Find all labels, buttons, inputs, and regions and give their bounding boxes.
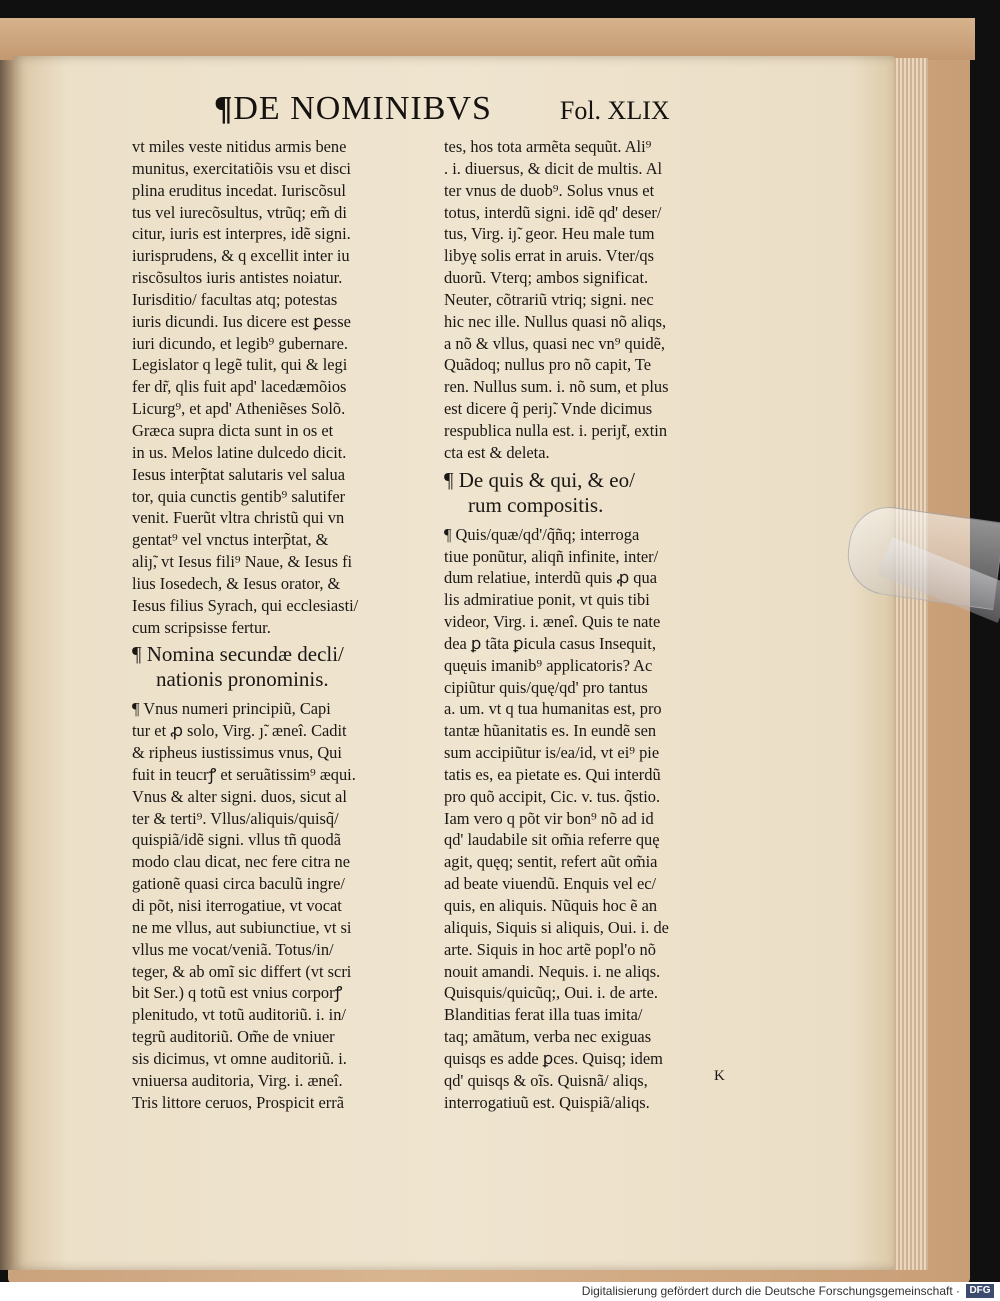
text-line: arte. Siquis in hoc artẽ popl'o nõ [444, 939, 656, 959]
text-line: di põt, nisi iterrogatiue, vt vocat [132, 896, 342, 915]
text-line: teger, & ab omĩ sic differt (vt scri [132, 961, 352, 981]
text-line: totus, interdũ signi. idẽ qd' deser/ [444, 202, 662, 222]
text-line: dum relatiue, interdũ quis ꝓ qua [444, 568, 657, 588]
right-column [444, 136, 750, 1113]
text-line: tus, Virg. iȷ̃. geor. Heu male tum [444, 224, 655, 244]
text-line: ¶ Quis/quæ/qd'/q̃ñq; interroga [444, 524, 640, 544]
text-line: riscõsultos iuris antistes noiatur. [132, 268, 343, 288]
text-line: a. um. vt q tua humanitas est, pro [444, 699, 662, 719]
text-line: est dicere q̃ periȷ̃. Vnde dicimus [444, 399, 653, 419]
text-line: Græca supra dicta sunt in os et [132, 420, 334, 440]
text-line: fer dr̃, qlis fuit apd' lacedæmõios [132, 377, 347, 397]
text-line: Licurg⁹, et apd' Atheniẽses Solõ. [132, 399, 346, 419]
section-heading-nomina: ¶ Nomina secundæ decli/ [132, 642, 344, 667]
text-line: gationẽ quasi circa baculũ ingre/ [132, 874, 345, 894]
text-line: cipiũtur quis/quę/qd' pro tantus [444, 677, 648, 697]
text-line: iuris dicundi. Ius dicere est ꝑesse [132, 311, 351, 331]
text-line: duorũ. Vterq; ambos significat. [444, 268, 649, 288]
text-line: aliquis, Siquis si aliquis, Oui. i. de [444, 917, 669, 937]
text-line: videor, Virg. i. æneî. Quis te nate [444, 612, 661, 632]
running-header [214, 90, 734, 134]
text-line: tur et ꝓ solo, Virg. ȷ̃. æneî. Cadit [132, 721, 347, 741]
text-line: Blanditias ferat illa tuas imita/ [444, 1005, 643, 1025]
page-edges [892, 58, 928, 1270]
text-line: quisqs es adde ꝑces. Quisq; idem [444, 1048, 663, 1068]
text-line: bit Ser.) q totũ est vnius corporꝭ [132, 983, 343, 1003]
text-line: agit, quęq; sentit, refert aũt om̃ia [444, 852, 658, 872]
cover-top-edge [0, 18, 975, 60]
pilcrow-icon: ¶ [214, 90, 234, 127]
text-line: tus vel iurecõsultus, vtrũq; em̃ di [132, 202, 347, 222]
text-line: vllus me vocat/veniã. Totus/in/ [132, 939, 334, 959]
text-line: Legislator q legẽ tulit, qui & legi [132, 355, 348, 375]
section-heading-de-quis-2: rum compositis. [468, 492, 604, 517]
text-line: nouit amandi. Nequis. i. ne aliqs. [444, 961, 661, 981]
digitization-footer [0, 1282, 1000, 1301]
text-line: fuit in teucrꝭ et seruãtissim⁹ æqui. [132, 764, 356, 784]
text-line: aliȷ̃, vt Iesus fili⁹ Naue, & Iesus fi [132, 552, 353, 572]
section-heading-nomina-2: nationis pronominis. [156, 667, 329, 692]
text-line: qd' quisqs & oĩs. Quisnã/ aliqs, [444, 1070, 648, 1090]
left-column [132, 136, 438, 1113]
text-line: Iesus interp̃tat salutaris vel salua [132, 464, 346, 484]
book-gutter [0, 60, 14, 1270]
text-line: cum scripsisse fertur. [132, 617, 271, 637]
text-line: hic nec ille. Nullus quasi nõ aliqs, [444, 311, 667, 331]
text-line: plenitudo, vt totũ auditoriũ. i. in/ [132, 1005, 346, 1025]
text-line: respublica nulla est. i. periȷ̃t, extin [444, 420, 668, 440]
text-line: munitus, exercitatiõis vsu et disci [132, 158, 351, 178]
text-line: tantæ hũanitatis es. In eundẽ sen [444, 721, 657, 741]
folio-number: Fol. XLIX [559, 96, 670, 125]
right-text-block-a [444, 136, 750, 464]
right-text-block-b [444, 524, 750, 1114]
text-line: Iam vero q põt vir bon⁹ nõ ad id [444, 808, 654, 828]
text-line: lius Iosedech, & Iesus orator, & [132, 573, 341, 593]
text-line: Quãdoq; nullus pro nõ capit, Te [444, 355, 652, 375]
text-line: tes, hos tota armẽta sequũt. Ali⁹ [444, 137, 652, 156]
text-line: ne me vllus, aut subiunctiue, vt si [132, 917, 352, 937]
text-line: venit. Fuerũt vltra christũ qui vn [132, 508, 345, 528]
text-line: tatis es, ea pietate es. Qui interdũ [444, 764, 661, 784]
text-line: vniuersa auditoria, Virg. i. æneî. [132, 1070, 343, 1090]
text-line: tegrũ auditoriũ. Om̃e de vniuer [132, 1027, 335, 1047]
text-line: tor, quia cunctis gentib⁹ salutifer [132, 486, 346, 506]
text-line: citur, iuris est interpres, idẽ signi. [132, 224, 351, 244]
footer-credit: Digitalisierung gefördert durch die Deutsche Forschungsgemeinschaft · [581, 1284, 960, 1298]
text-line: sum accipiũtur is/ea/id, vt ei⁹ pie [444, 743, 660, 763]
text-line: sis dicimus, vt omne auditoriũ. i. [132, 1048, 347, 1068]
text-line: libyę solis errat in aruis. Vter/qs [444, 246, 655, 266]
text-line: Vnus & alter signi. duos, sicut al [132, 786, 347, 806]
text-line: taq; amãtum, verba nec exiguas [444, 1027, 652, 1047]
text-line: ter vnus de duob⁹. Solus vnus et [444, 180, 655, 200]
text-line: modo clau dicat, nec fere citra ne [132, 852, 350, 872]
text-line: quispiã/idẽ signi. vllus tñ quodã [132, 830, 341, 850]
text-line: ren. Nullus sum. i. nõ sum, et plus [444, 377, 669, 397]
text-line: interrogatiuũ est. Quispiã/aliqs. [444, 1092, 650, 1112]
section-heading-de-quis: ¶ De quis & qui, & eo/ [444, 467, 635, 492]
text-line: in us. Melos latine dulcedo dicit. [132, 442, 347, 462]
text-line: Iesus filius Syrach, qui ecclesiasti/ [132, 595, 359, 615]
text-line: cta est & deleta. [444, 442, 550, 462]
signature-mark: K [714, 1068, 725, 1084]
text-line: ad beate viuendũ. Enquis vel ec/ [444, 874, 657, 894]
text-line: quęuis imanib⁹ applicatoris? Ac [444, 655, 653, 675]
text-line: iuri dicundo, et legib⁹ gubernare. [132, 333, 348, 353]
text-line: tiue ponũtur, aliqñ infinite, inter/ [444, 546, 659, 566]
left-text-block-a [132, 136, 438, 638]
text-line: ter & terti⁹. Vllus/aliquis/quisq̃/ [132, 808, 339, 828]
text-line: iurisprudens, & q excellit inter iu [132, 246, 350, 266]
text-line: plina eruditus incedat. Iuriscõsul [132, 180, 346, 200]
dfg-logo: DFG [966, 1284, 994, 1298]
text-line: . i. diuersus, & dicit de multis. Al [444, 158, 663, 178]
header-title [214, 90, 492, 128]
header-title-text: DE NOMINIBVS [233, 90, 492, 127]
text-line: vt miles veste nitidus armis bene [132, 137, 347, 156]
text-line: dea ꝑ tãta ꝑicula casus Insequit, [444, 633, 656, 653]
text-line: Tris littore ceruos, Prospicit errã [132, 1092, 344, 1112]
text-line: & ripheus iustissimus vnus, Qui [132, 743, 342, 763]
text-line: Neuter, cõtrariũ vtriq; signi. nec [444, 289, 654, 309]
text-line: a nõ & vllus, quasi nec vn⁹ quidẽ, [444, 333, 666, 353]
text-line: quis, en aliquis. Nũquis hoc ẽ an [444, 896, 658, 915]
text-line: Quisquis/quicũq;, Oui. i. de arte. [444, 983, 658, 1003]
text-line: Iurisditio/ facultas atq; potestas [132, 289, 338, 309]
text-line: ¶ Vnus numeri principiũ, Capi [132, 699, 331, 719]
text-line: pro quõ accipit, Cic. v. tus. q̃stio. [444, 786, 661, 806]
text-line: qd' laudabile sit om̃ia referre quę [444, 830, 660, 850]
left-text-block-b [132, 698, 438, 1113]
text-line: gentat⁹ vel vnctus interp̃tat, & [132, 530, 329, 550]
text-line: lis admiratiue ponit, vt quis tibi [444, 590, 650, 610]
